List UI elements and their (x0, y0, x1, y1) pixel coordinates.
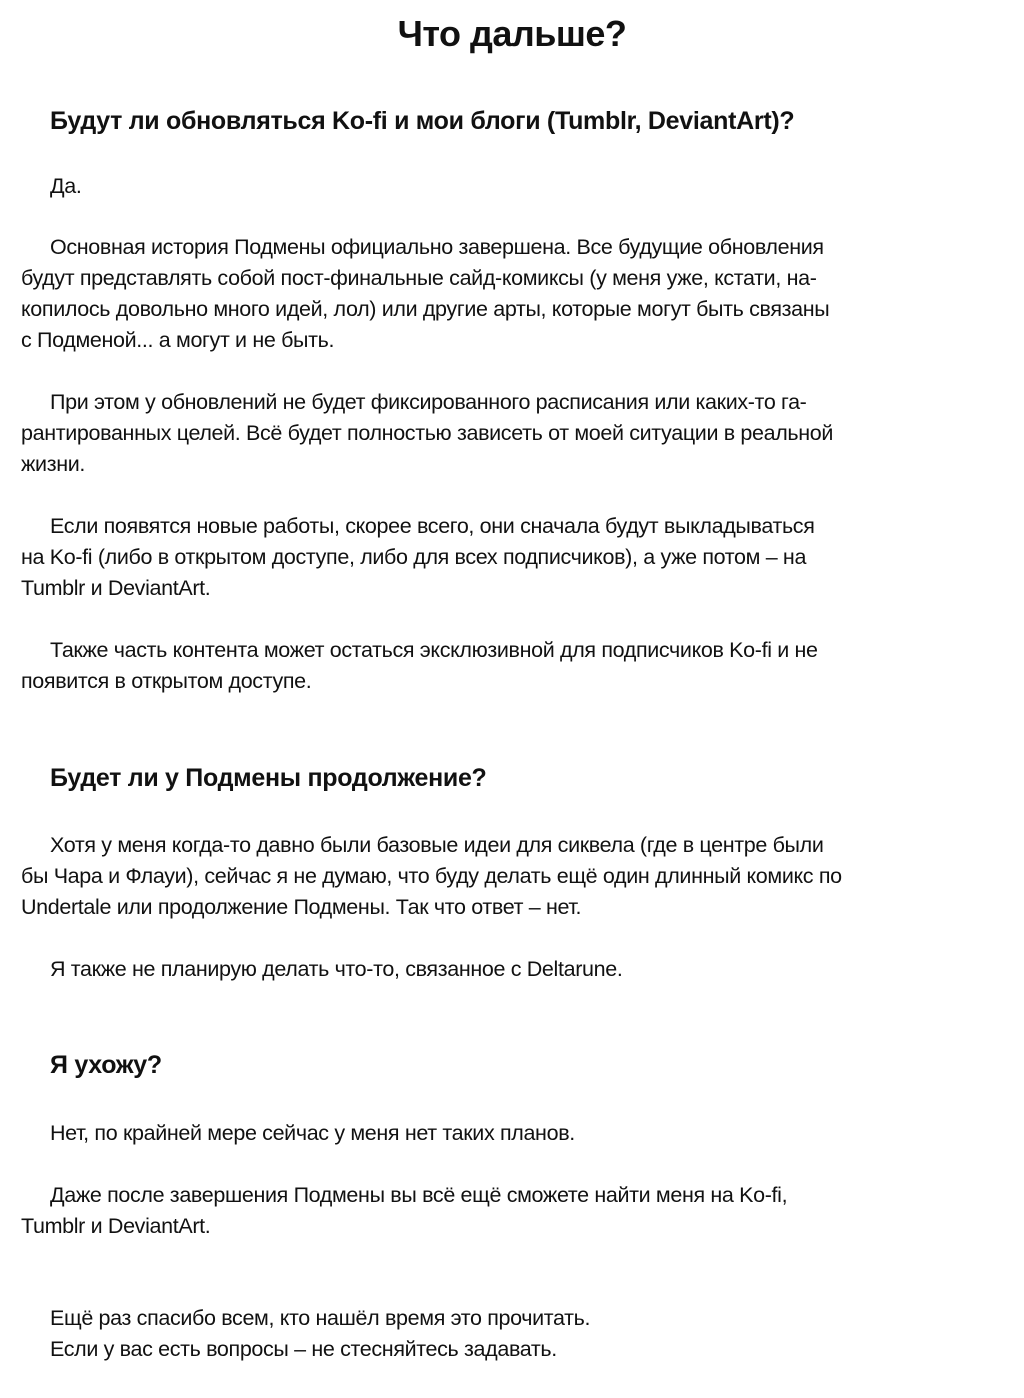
text-line: Tumblr и DeviantArt. (21, 576, 211, 600)
text-line: Нет, по крайней мере сейчас у меня нет таких планов. (50, 1121, 575, 1145)
text-line: на Ko-fi (либо в открытом доступе, либо для всех подписчиков), а уже потом – на (21, 545, 807, 569)
text-line: рантированных целей. Всё будет полностью зависеть от моей ситуации в реальной (21, 421, 834, 445)
text-line: Хотя у меня когда-то давно были базовые идеи для сиквела (где в центре были (50, 833, 824, 857)
page-title: Что дальше? (397, 13, 627, 54)
section-heading: Я ухожу? (50, 1051, 162, 1079)
text-line: копилось довольно много идей, лол) или другие арты, которые могут быть связаны (21, 297, 830, 321)
text-line: жизни. (21, 452, 86, 476)
text-line: Основная история Подмены официально завершена. Все будущие обновления (50, 235, 824, 259)
text-line: бы Чара и Флауи), сейчас я не думаю, что буду делать ещё один длинный комикс по (21, 864, 842, 888)
text-line: с Подменой... а могут и не быть. (21, 328, 335, 352)
text-line: будут представлять собой пост-финальные сайд-комиксы (у меня уже, кстати, на- (21, 266, 817, 290)
text-line: Если появятся новые работы, скорее всего, они сначала будут выкладываться (50, 514, 815, 538)
text-line: Ещё раз спасибо всем, кто нашёл время это прочитать. (50, 1306, 591, 1330)
text-line: Также часть контента может остаться эксклюзивной для подписчиков Ko-fi и не (50, 638, 818, 662)
text-line: появится в открытом доступе. (21, 669, 312, 693)
text-line: Даже после завершения Подмены вы всё ещё сможете найти меня на Ko-fi, (50, 1183, 788, 1207)
text-line: Я также не планирую делать что-то, связанное с Deltarune. (50, 957, 623, 981)
section-heading: Будет ли у Подмены продолжение? (50, 764, 487, 792)
text-line: Tumblr и DeviantArt. (21, 1214, 211, 1238)
text-line: При этом у обновлений не будет фиксированного расписания или каких-то га- (50, 390, 807, 414)
text-line: Если у вас есть вопросы – не стесняйтесь задавать. (50, 1337, 557, 1361)
text-line: Да. (50, 174, 82, 198)
section-heading: Будут ли обновляться Ko-fi и мои блоги (Tumblr, DeviantArt)? (50, 107, 795, 135)
text-line: Undertale или продолжение Подмены. Так что ответ – нет. (21, 895, 582, 919)
